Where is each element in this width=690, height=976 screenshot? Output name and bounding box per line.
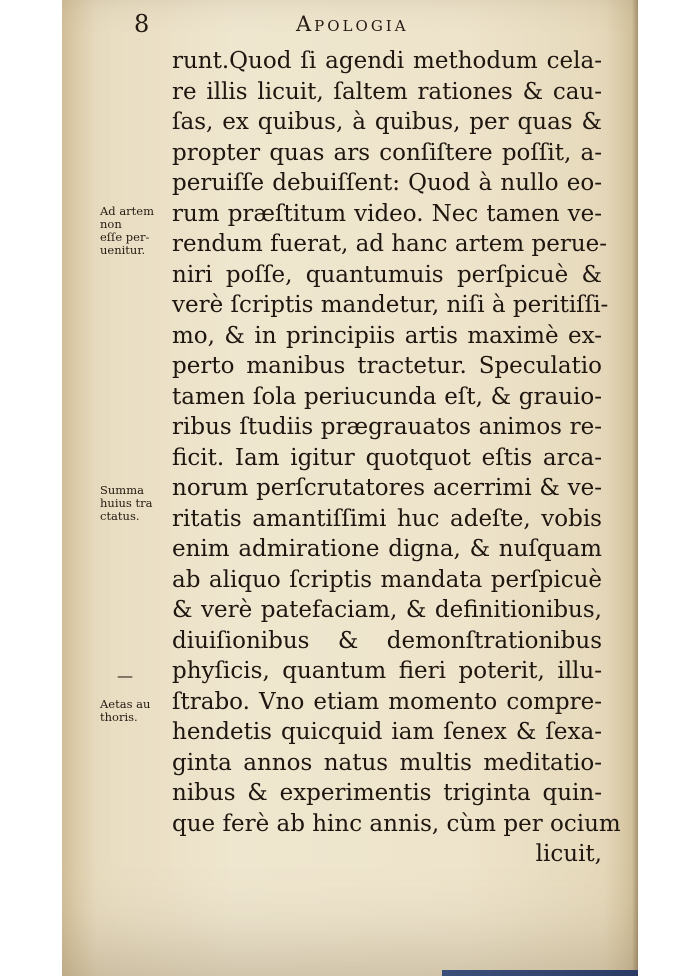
catchword-line: licuit, [535,841,602,867]
text-line: mo, & in principiis artis maximè ex- [172,322,602,349]
text-line: peruiſſe debuiſſent: Quod à nullo eo- [172,170,602,196]
margin-note-line: Ad artem [100,204,155,218]
text-line: ficit. Iam igitur quotquot eſtis arca- [172,444,602,471]
margin-note-summa [100,484,170,523]
text-line: ab aliquo ſcriptis mandata perſpicuè [172,566,602,593]
text-line: norum perſcrutatores acerrimi & ve- [172,475,602,501]
text-line: hendetis quicquid iam ſenex & ſexa- [172,719,602,745]
text-line: re illis licuit, ſaltem rationes & cau- [172,78,602,105]
text-line: runt.Quod ſi agendi methodum cela- [172,48,602,74]
page-bottom-border [442,970,638,976]
margin-note-line: thoris. [100,710,138,724]
text-line: propter quas ars conſiſtere poſſit, a- [172,139,602,166]
page-number: 8 [134,10,150,38]
text-line: verè ſcriptis mandetur, niſi à peritiſſi- [172,292,609,318]
text-line: ribus ſtudiis prægrauatos animos re- [172,414,602,440]
text-line: rum præſtitum video. Nec tamen ve- [172,200,602,227]
margin-note-line: huius tra [100,496,153,510]
margin-note-line: eſſe per- [100,230,150,244]
margin-note-ad-artem [100,205,170,257]
margin-note-line: Summa [100,483,144,497]
text-line: phyſicis, quantum fieri poterit, illu- [172,658,602,684]
margin-note-line: uenitur. [100,243,146,257]
text-line: perto manibus tractetur. Speculatio [172,353,602,379]
text-line: tamen ſola periucunda eſt, & grauio- [172,383,602,410]
margin-note-line: Aetas au [100,697,151,711]
margin-note-line: non [100,217,122,231]
margin-note-line: ctatus. [100,509,140,523]
margin-note-aetas [100,698,170,724]
text-line: rendum fuerat, ad hanc artem perue- [172,231,608,257]
text-line: ſtrabo. Vno etiam momento compre- [172,688,602,715]
text-line: & verè patefaciam, & definitionibus, [172,597,602,623]
text-line: ritatis amantiſſimi huc adeſte, vobis [172,505,602,532]
text-line: nibus & experimentis triginta quin- [172,780,602,806]
text-line: niri poſſe, quantumuis perſpicuè & [172,261,602,288]
body-text [172,46,621,870]
running-head: Apologia [296,12,409,36]
text-line: ſas, ex quibus, à quibus, per quas & [172,109,602,135]
text-line: ginta annos natus multis meditatio- [172,749,602,776]
text-line: diuiſionibus & demonſtrationibus [172,627,602,654]
text-line: enim admiratione digna, & nuſquam [172,536,602,562]
margin-dash-mark: — [117,666,133,685]
page-edge-shadow [632,0,638,976]
text-line: que ferè ab hinc annis, cùm per ocium [172,810,621,837]
